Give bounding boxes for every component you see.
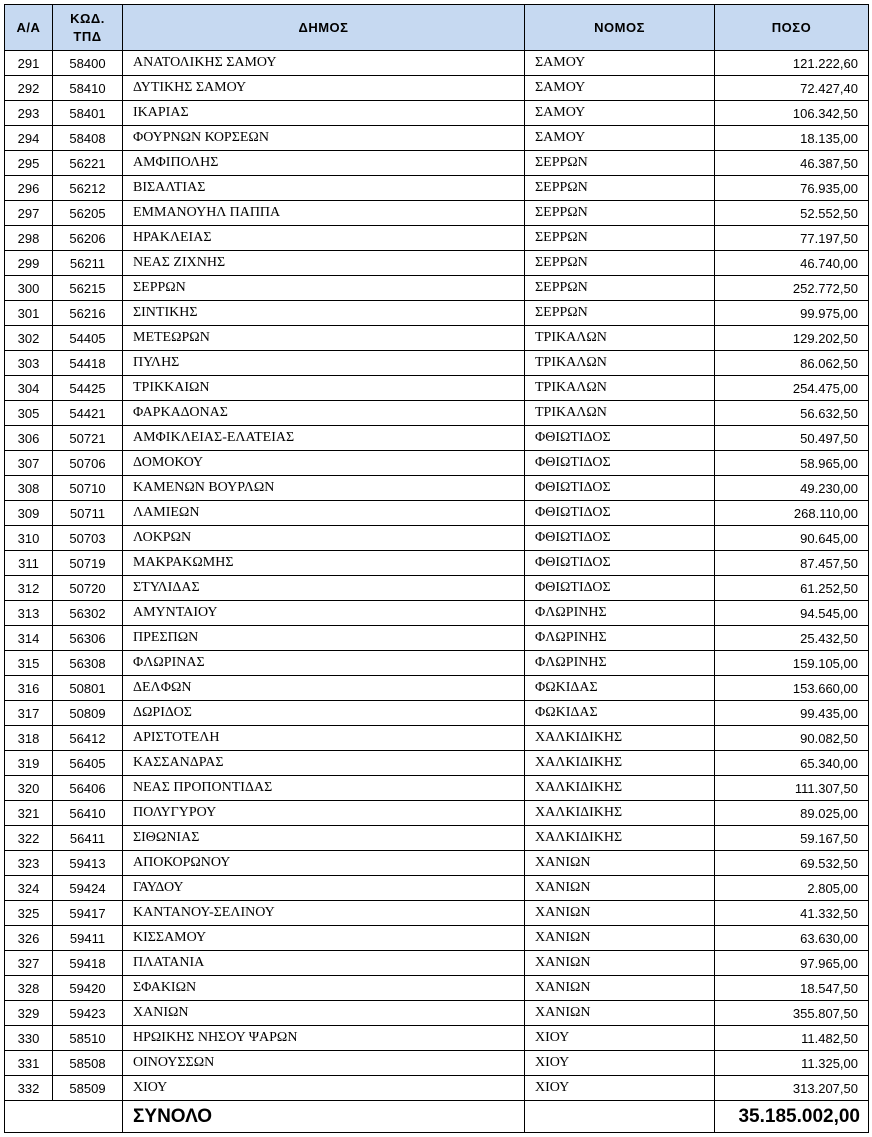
cell-dimos: ΑΜΥΝΤΑΙΟΥ [123, 601, 525, 626]
table-row [5, 701, 869, 726]
cell-code: 59423 [53, 1001, 123, 1026]
cell-nomos: ΦΩΚΙΔΑΣ [525, 676, 715, 701]
table-row [5, 176, 869, 201]
cell-poso: 77.197,50 [715, 226, 869, 251]
cell-aa: 293 [5, 101, 53, 126]
cell-code: 56211 [53, 251, 123, 276]
cell-dimos: ΛΑΜΙΕΩΝ [123, 501, 525, 526]
cell-poso: 90.082,50 [715, 726, 869, 751]
cell-dimos: ΑΠΟΚΟΡΩΝΟΥ [123, 851, 525, 876]
total-value: 35.185.002,00 [715, 1101, 869, 1133]
cell-nomos: ΣΑΜΟΥ [525, 126, 715, 151]
cell-code: 58508 [53, 1051, 123, 1076]
cell-poso: 41.332,50 [715, 901, 869, 926]
cell-aa: 326 [5, 926, 53, 951]
cell-dimos: ΤΡΙΚΚΑΙΩΝ [123, 376, 525, 401]
cell-aa: 323 [5, 851, 53, 876]
cell-nomos: ΧΑΛΚΙΔΙΚΗΣ [525, 826, 715, 851]
table-row [5, 326, 869, 351]
cell-dimos: ΓΑΥΔΟΥ [123, 876, 525, 901]
cell-dimos: ΣΤΥΛΙΔΑΣ [123, 576, 525, 601]
cell-aa: 309 [5, 501, 53, 526]
cell-poso: 69.532,50 [715, 851, 869, 876]
cell-aa: 298 [5, 226, 53, 251]
cell-code: 59413 [53, 851, 123, 876]
cell-code: 50801 [53, 676, 123, 701]
cell-aa: 331 [5, 1051, 53, 1076]
cell-aa: 319 [5, 751, 53, 776]
table-row [5, 876, 869, 901]
table-row [5, 201, 869, 226]
header-code [53, 5, 123, 51]
cell-dimos: ΙΚΑΡΙΑΣ [123, 101, 525, 126]
cell-poso: 121.222,60 [715, 51, 869, 76]
header-aa: Α/Α [5, 5, 53, 51]
table-row [5, 551, 869, 576]
cell-aa: 300 [5, 276, 53, 301]
cell-dimos: ΠΛΑΤΑΝΙΑ [123, 951, 525, 976]
table-row [5, 76, 869, 101]
cell-dimos: ΝΕΑΣ ΠΡΟΠΟΝΤΙΔΑΣ [123, 776, 525, 801]
table-row [5, 426, 869, 451]
table-row [5, 1001, 869, 1026]
cell-code: 50703 [53, 526, 123, 551]
cell-dimos: ΚΑΣΣΑΝΔΡΑΣ [123, 751, 525, 776]
table-row [5, 376, 869, 401]
cell-code: 56212 [53, 176, 123, 201]
cell-dimos: ΔΟΜΟΚΟΥ [123, 451, 525, 476]
cell-nomos: ΣΕΡΡΩΝ [525, 201, 715, 226]
cell-aa: 321 [5, 801, 53, 826]
cell-nomos: ΦΩΚΙΔΑΣ [525, 701, 715, 726]
cell-nomos: ΧΑΝΙΩΝ [525, 851, 715, 876]
cell-dimos: ΧΑΝΙΩΝ [123, 1001, 525, 1026]
table-row [5, 626, 869, 651]
cell-poso: 99.975,00 [715, 301, 869, 326]
cell-aa: 310 [5, 526, 53, 551]
cell-poso: 59.167,50 [715, 826, 869, 851]
cell-code: 58401 [53, 101, 123, 126]
table-row [5, 601, 869, 626]
cell-nomos: ΣΑΜΟΥ [525, 76, 715, 101]
cell-aa: 330 [5, 1026, 53, 1051]
cell-poso: 58.965,00 [715, 451, 869, 476]
cell-dimos: ΑΜΦΙΚΛΕΙΑΣ-ΕΛΑΤΕΙΑΣ [123, 426, 525, 451]
cell-aa: 315 [5, 651, 53, 676]
cell-poso: 50.497,50 [715, 426, 869, 451]
total-spacer [5, 1101, 123, 1133]
total-label: ΣΥΝΟΛΟ [123, 1101, 525, 1133]
cell-poso: 56.632,50 [715, 401, 869, 426]
header-nomos: ΝΟΜΟΣ [525, 5, 715, 51]
cell-dimos: ΣΙΘΩΝΙΑΣ [123, 826, 525, 851]
table-row [5, 101, 869, 126]
cell-aa: 312 [5, 576, 53, 601]
cell-poso: 97.965,00 [715, 951, 869, 976]
table-row [5, 976, 869, 1001]
cell-nomos: ΣΑΜΟΥ [525, 51, 715, 76]
cell-aa: 302 [5, 326, 53, 351]
cell-dimos: ΑΝΑΤΟΛΙΚΗΣ ΣΑΜΟΥ [123, 51, 525, 76]
cell-poso: 254.475,00 [715, 376, 869, 401]
cell-code: 58510 [53, 1026, 123, 1051]
cell-poso: 18.135,00 [715, 126, 869, 151]
cell-code: 54425 [53, 376, 123, 401]
cell-poso: 129.202,50 [715, 326, 869, 351]
table-row [5, 526, 869, 551]
cell-poso: 61.252,50 [715, 576, 869, 601]
table-row [5, 451, 869, 476]
table-row [5, 226, 869, 251]
cell-dimos: ΕΜΜΑΝΟΥΗΛ ΠΑΠΠΑ [123, 201, 525, 226]
cell-code: 59424 [53, 876, 123, 901]
cell-code: 50809 [53, 701, 123, 726]
cell-nomos: ΦΛΩΡΙΝΗΣ [525, 651, 715, 676]
cell-aa: 332 [5, 1076, 53, 1101]
cell-poso: 25.432,50 [715, 626, 869, 651]
cell-aa: 301 [5, 301, 53, 326]
cell-code: 59417 [53, 901, 123, 926]
allocation-table [4, 4, 869, 1133]
table-row [5, 676, 869, 701]
cell-poso: 252.772,50 [715, 276, 869, 301]
cell-nomos: ΣΕΡΡΩΝ [525, 251, 715, 276]
cell-poso: 2.805,00 [715, 876, 869, 901]
cell-poso: 63.630,00 [715, 926, 869, 951]
table-row [5, 351, 869, 376]
cell-code: 56306 [53, 626, 123, 651]
cell-code: 50710 [53, 476, 123, 501]
cell-dimos: ΦΛΩΡΙΝΑΣ [123, 651, 525, 676]
cell-code: 50706 [53, 451, 123, 476]
table-row [5, 301, 869, 326]
cell-code: 56205 [53, 201, 123, 226]
cell-poso: 11.482,50 [715, 1026, 869, 1051]
table-row [5, 726, 869, 751]
table-row [5, 401, 869, 426]
cell-aa: 297 [5, 201, 53, 226]
table-row [5, 651, 869, 676]
cell-dimos: ΑΜΦΙΠΟΛΗΣ [123, 151, 525, 176]
cell-dimos: ΛΟΚΡΩΝ [123, 526, 525, 551]
cell-nomos: ΦΘΙΩΤΙΔΟΣ [525, 576, 715, 601]
cell-aa: 306 [5, 426, 53, 451]
total-empty-cell [525, 1101, 715, 1133]
cell-dimos: ΔΥΤΙΚΗΣ ΣΑΜΟΥ [123, 76, 525, 101]
cell-poso: 76.935,00 [715, 176, 869, 201]
cell-aa: 308 [5, 476, 53, 501]
cell-poso: 52.552,50 [715, 201, 869, 226]
cell-dimos: ΒΙΣΑΛΤΙΑΣ [123, 176, 525, 201]
table-row [5, 501, 869, 526]
cell-dimos: ΔΕΛΦΩΝ [123, 676, 525, 701]
cell-poso: 99.435,00 [715, 701, 869, 726]
cell-nomos: ΧΑΛΚΙΔΙΚΗΣ [525, 776, 715, 801]
cell-dimos: ΚΑΜΕΝΩΝ ΒΟΥΡΛΩΝ [123, 476, 525, 501]
cell-nomos: ΧΑΛΚΙΔΙΚΗΣ [525, 751, 715, 776]
cell-dimos: ΑΡΙΣΤΟΤΕΛΗ [123, 726, 525, 751]
cell-nomos: ΣΑΜΟΥ [525, 101, 715, 126]
cell-poso: 72.427,40 [715, 76, 869, 101]
table-row [5, 151, 869, 176]
header-poso: ΠΟΣΟ [715, 5, 869, 51]
cell-poso: 11.325,00 [715, 1051, 869, 1076]
cell-nomos: ΧΙΟΥ [525, 1076, 715, 1101]
cell-code: 56206 [53, 226, 123, 251]
cell-poso: 46.740,00 [715, 251, 869, 276]
cell-nomos: ΧΑΝΙΩΝ [525, 876, 715, 901]
cell-nomos: ΦΘΙΩΤΙΔΟΣ [525, 476, 715, 501]
cell-nomos: ΧΑΝΙΩΝ [525, 976, 715, 1001]
cell-nomos: ΦΘΙΩΤΙΔΟΣ [525, 551, 715, 576]
cell-nomos: ΦΘΙΩΤΙΔΟΣ [525, 501, 715, 526]
cell-code: 56308 [53, 651, 123, 676]
cell-aa: 303 [5, 351, 53, 376]
cell-code: 59418 [53, 951, 123, 976]
cell-nomos: ΣΕΡΡΩΝ [525, 226, 715, 251]
cell-aa: 296 [5, 176, 53, 201]
cell-nomos: ΦΘΙΩΤΙΔΟΣ [525, 526, 715, 551]
total-row [5, 1101, 869, 1133]
cell-nomos: ΣΕΡΡΩΝ [525, 301, 715, 326]
cell-nomos: ΦΘΙΩΤΙΔΟΣ [525, 426, 715, 451]
cell-aa: 318 [5, 726, 53, 751]
cell-poso: 106.342,50 [715, 101, 869, 126]
cell-poso: 46.387,50 [715, 151, 869, 176]
cell-code: 54421 [53, 401, 123, 426]
cell-poso: 111.307,50 [715, 776, 869, 801]
cell-nomos: ΧΙΟΥ [525, 1051, 715, 1076]
cell-code: 58509 [53, 1076, 123, 1101]
cell-aa: 307 [5, 451, 53, 476]
cell-nomos: ΦΛΩΡΙΝΗΣ [525, 601, 715, 626]
cell-code: 50719 [53, 551, 123, 576]
cell-dimos: ΜΑΚΡΑΚΩΜΗΣ [123, 551, 525, 576]
cell-code: 56411 [53, 826, 123, 851]
cell-nomos: ΣΕΡΡΩΝ [525, 176, 715, 201]
cell-code: 56412 [53, 726, 123, 751]
cell-dimos: ΧΙΟΥ [123, 1076, 525, 1101]
table-row [5, 576, 869, 601]
table-row [5, 1076, 869, 1101]
cell-aa: 320 [5, 776, 53, 801]
cell-nomos: ΧΑΝΙΩΝ [525, 951, 715, 976]
table-header-row [5, 5, 869, 51]
cell-aa: 316 [5, 676, 53, 701]
cell-nomos: ΧΑΛΚΙΔΙΚΗΣ [525, 726, 715, 751]
cell-dimos: ΠΡΕΣΠΩΝ [123, 626, 525, 651]
cell-poso: 86.062,50 [715, 351, 869, 376]
table-row [5, 776, 869, 801]
cell-dimos: ΟΙΝΟΥΣΣΩΝ [123, 1051, 525, 1076]
cell-aa: 292 [5, 76, 53, 101]
table-row [5, 801, 869, 826]
cell-code: 58408 [53, 126, 123, 151]
cell-poso: 313.207,50 [715, 1076, 869, 1101]
cell-dimos: ΠΟΛΥΓΥΡΟΥ [123, 801, 525, 826]
cell-nomos: ΧΑΝΙΩΝ [525, 1001, 715, 1026]
cell-code: 59420 [53, 976, 123, 1001]
cell-nomos: ΦΘΙΩΤΙΔΟΣ [525, 451, 715, 476]
cell-poso: 153.660,00 [715, 676, 869, 701]
cell-poso: 65.340,00 [715, 751, 869, 776]
cell-aa: 299 [5, 251, 53, 276]
cell-dimos: ΦΑΡΚΑΔΟΝΑΣ [123, 401, 525, 426]
cell-aa: 322 [5, 826, 53, 851]
cell-nomos: ΧΑΝΙΩΝ [525, 901, 715, 926]
cell-poso: 159.105,00 [715, 651, 869, 676]
cell-dimos: ΝΕΑΣ ΖΙΧΝΗΣ [123, 251, 525, 276]
cell-dimos: ΔΩΡΙΔΟΣ [123, 701, 525, 726]
cell-poso: 94.545,00 [715, 601, 869, 626]
table-row [5, 901, 869, 926]
header-code-line2: ΤΠΔ [73, 28, 102, 44]
header-code-line1: ΚΩΔ. [70, 10, 105, 26]
table-row [5, 1051, 869, 1076]
cell-nomos: ΧΙΟΥ [525, 1026, 715, 1051]
cell-poso: 49.230,00 [715, 476, 869, 501]
cell-aa: 311 [5, 551, 53, 576]
table-row [5, 951, 869, 976]
cell-nomos: ΤΡΙΚΑΛΩΝ [525, 351, 715, 376]
cell-dimos: ΗΡΩΙΚΗΣ ΝΗΣΟΥ ΨΑΡΩΝ [123, 1026, 525, 1051]
cell-aa: 304 [5, 376, 53, 401]
cell-aa: 313 [5, 601, 53, 626]
cell-code: 56405 [53, 751, 123, 776]
cell-aa: 324 [5, 876, 53, 901]
table-row [5, 476, 869, 501]
cell-nomos: ΤΡΙΚΑΛΩΝ [525, 376, 715, 401]
cell-dimos: ΜΕΤΕΩΡΩΝ [123, 326, 525, 351]
cell-nomos: ΤΡΙΚΑΛΩΝ [525, 326, 715, 351]
cell-dimos: ΠΥΛΗΣ [123, 351, 525, 376]
cell-code: 56221 [53, 151, 123, 176]
cell-dimos: ΦΟΥΡΝΩΝ ΚΟΡΣΕΩΝ [123, 126, 525, 151]
table-row [5, 251, 869, 276]
cell-nomos: ΧΑΝΙΩΝ [525, 926, 715, 951]
header-dimos: ΔΗΜΟΣ [123, 5, 525, 51]
cell-poso: 87.457,50 [715, 551, 869, 576]
cell-nomos: ΣΕΡΡΩΝ [525, 151, 715, 176]
cell-poso: 90.645,00 [715, 526, 869, 551]
cell-poso: 89.025,00 [715, 801, 869, 826]
cell-code: 58400 [53, 51, 123, 76]
table-row [5, 276, 869, 301]
cell-code: 56216 [53, 301, 123, 326]
table-row [5, 851, 869, 876]
cell-dimos: ΗΡΑΚΛΕΙΑΣ [123, 226, 525, 251]
cell-code: 50721 [53, 426, 123, 451]
table-row [5, 126, 869, 151]
cell-code: 56410 [53, 801, 123, 826]
cell-aa: 291 [5, 51, 53, 76]
cell-poso: 355.807,50 [715, 1001, 869, 1026]
cell-nomos: ΣΕΡΡΩΝ [525, 276, 715, 301]
table-row [5, 751, 869, 776]
cell-dimos: ΣΙΝΤΙΚΗΣ [123, 301, 525, 326]
cell-aa: 325 [5, 901, 53, 926]
cell-aa: 295 [5, 151, 53, 176]
cell-aa: 327 [5, 951, 53, 976]
cell-code: 50720 [53, 576, 123, 601]
cell-code: 56406 [53, 776, 123, 801]
cell-aa: 305 [5, 401, 53, 426]
table-row [5, 826, 869, 851]
cell-dimos: ΣΕΡΡΩΝ [123, 276, 525, 301]
cell-aa: 317 [5, 701, 53, 726]
cell-nomos: ΤΡΙΚΑΛΩΝ [525, 401, 715, 426]
table-body [5, 51, 869, 1101]
cell-code: 54405 [53, 326, 123, 351]
cell-code: 56215 [53, 276, 123, 301]
cell-code: 59411 [53, 926, 123, 951]
cell-aa: 328 [5, 976, 53, 1001]
cell-nomos: ΧΑΛΚΙΔΙΚΗΣ [525, 801, 715, 826]
table-row [5, 926, 869, 951]
cell-dimos: ΚΙΣΣΑΜΟΥ [123, 926, 525, 951]
cell-code: 50711 [53, 501, 123, 526]
cell-code: 58410 [53, 76, 123, 101]
cell-aa: 329 [5, 1001, 53, 1026]
table-row [5, 1026, 869, 1051]
cell-aa: 314 [5, 626, 53, 651]
cell-code: 56302 [53, 601, 123, 626]
cell-code: 54418 [53, 351, 123, 376]
cell-dimos: ΚΑΝΤΑΝΟΥ-ΣΕΛΙΝΟΥ [123, 901, 525, 926]
table-row [5, 51, 869, 76]
cell-nomos: ΦΛΩΡΙΝΗΣ [525, 626, 715, 651]
cell-poso: 18.547,50 [715, 976, 869, 1001]
cell-dimos: ΣΦΑΚΙΩΝ [123, 976, 525, 1001]
cell-aa: 294 [5, 126, 53, 151]
cell-poso: 268.110,00 [715, 501, 869, 526]
